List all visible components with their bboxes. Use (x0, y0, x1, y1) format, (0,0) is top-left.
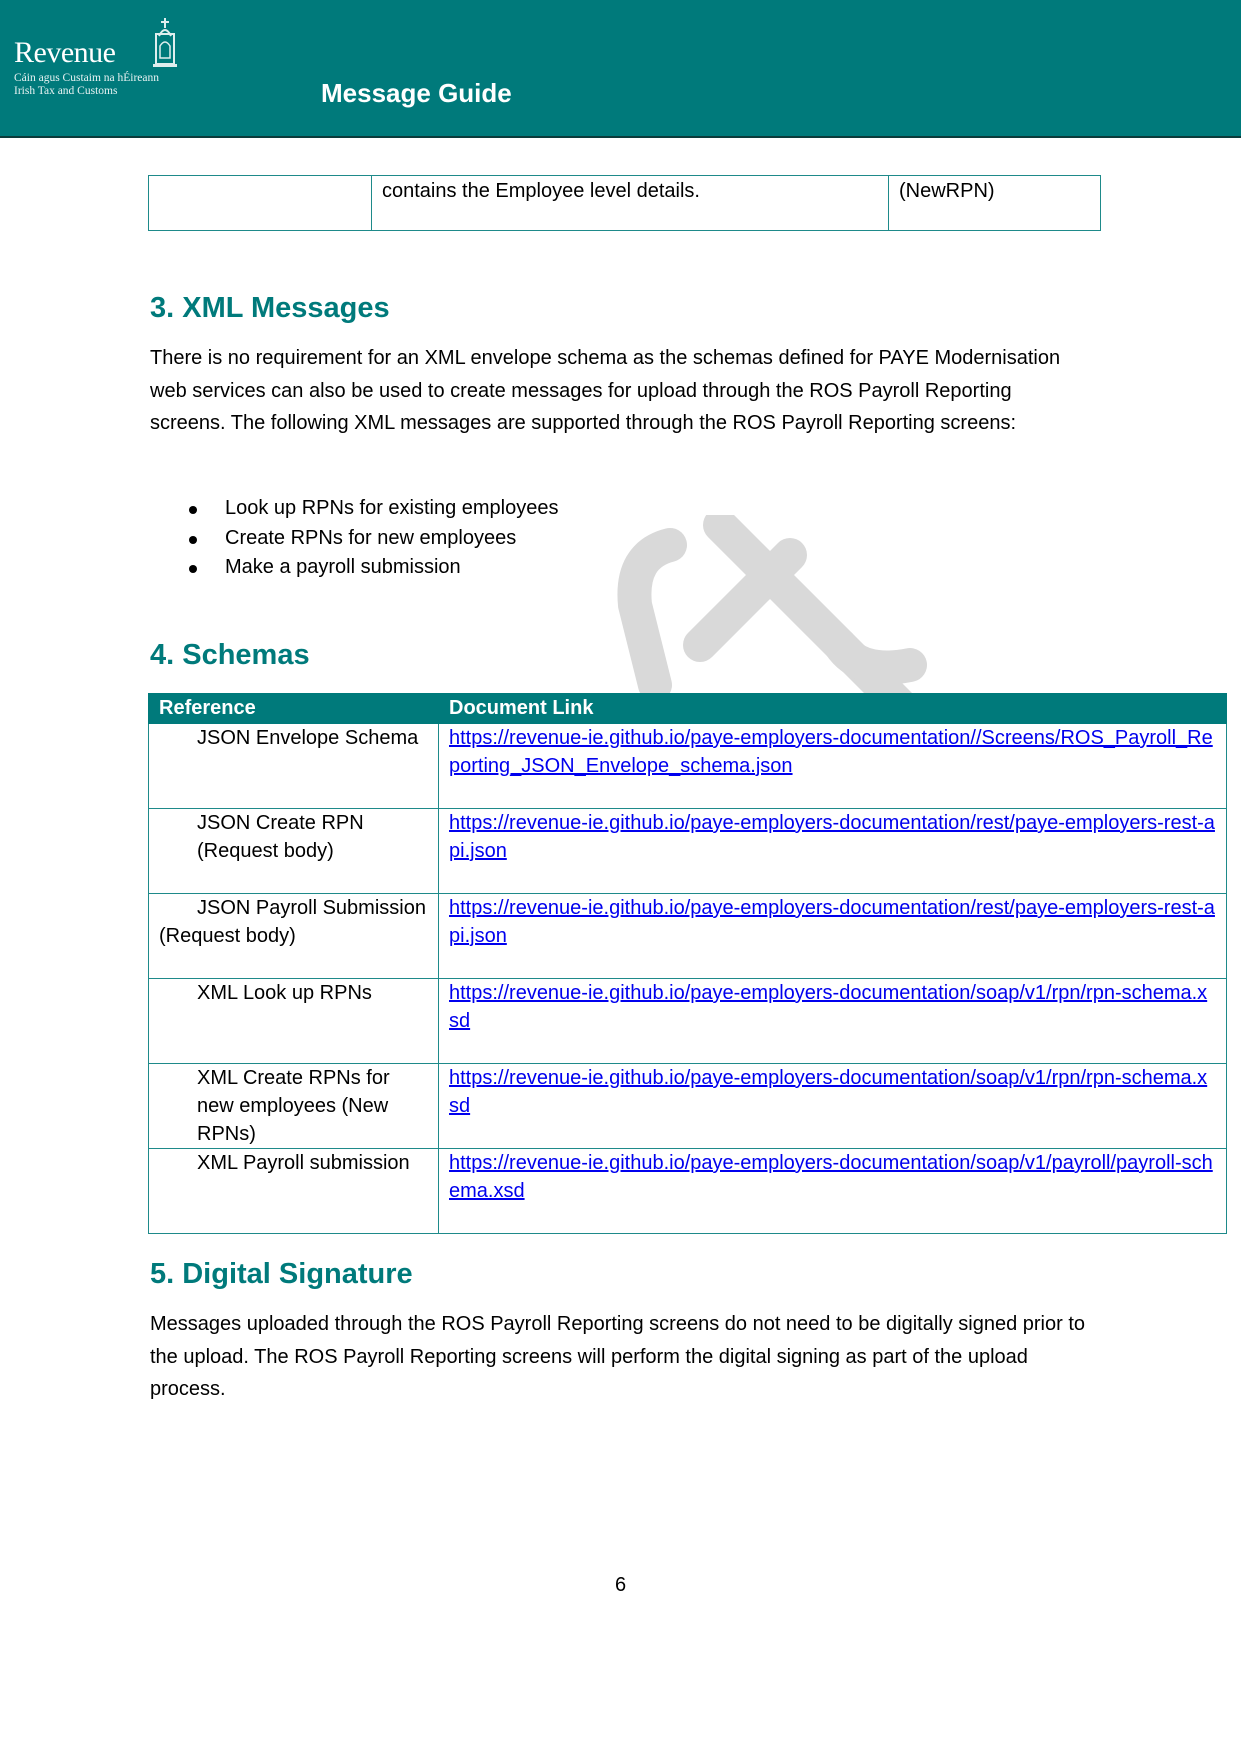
bullet-icon (189, 565, 197, 573)
reference-text: XML Create RPNs for new employees (New RPNs) (197, 1067, 390, 1145)
reference-cell (149, 1149, 439, 1234)
column-header-reference: Reference (149, 694, 439, 724)
table-cell: contains the Employee level details. (372, 176, 889, 231)
schema-link[interactable]: https://revenue-ie.github.io/paye-employers-documentation/soap/v1/payroll/payroll-schema.xsd (449, 1152, 1213, 1202)
table-cell: (NewRPN) (889, 176, 1101, 231)
table-row (149, 1149, 1227, 1234)
page-header (0, 0, 1241, 138)
reference-cell (149, 809, 439, 894)
schema-link[interactable]: https://revenue-ie.github.io/paye-employers-documentation/rest/paye-employers-rest-api.json (449, 812, 1215, 862)
reference-cell (149, 894, 439, 979)
link-cell (439, 1149, 1227, 1234)
link-cell (439, 894, 1227, 979)
watermark-icon (610, 515, 990, 695)
table-row (149, 1064, 1227, 1149)
reference-text: JSON Create RPN (Request body) (197, 812, 364, 862)
reference-cell (149, 724, 439, 809)
column-header-document-link: Document Link (439, 694, 1227, 724)
page-number: 6 (614, 1574, 627, 1596)
table-row (149, 894, 1227, 979)
document-title: Message Guide (321, 78, 512, 108)
list-item (185, 494, 559, 524)
logo-subtitle-irish: Cáin agus Custaim na hÉireann (14, 72, 159, 84)
link-cell (439, 724, 1227, 809)
logo-subtitle-english: Irish Tax and Customs (14, 85, 118, 97)
reference-cell (149, 1064, 439, 1149)
xml-messages-list (185, 494, 559, 583)
schema-link[interactable]: https://revenue-ie.github.io/paye-employers-documentation/soap/v1/rpn/rpn-schema.xsd (449, 1067, 1208, 1117)
list-item-text: Make a payroll submission (225, 556, 461, 578)
list-item (185, 524, 559, 554)
reference-text: XML Look up RPNs (197, 982, 372, 1004)
table-cell (149, 176, 372, 231)
table-row (149, 809, 1227, 894)
bullet-icon (189, 506, 197, 514)
harp-icon (150, 14, 180, 69)
section-heading-schemas: 4. Schemas (150, 639, 310, 671)
schema-link[interactable]: https://revenue-ie.github.io/paye-employers-documentation/soap/v1/rpn/rpn-schema.xsd (449, 982, 1208, 1032)
list-item-text: Create RPNs for new employees (225, 526, 517, 549)
table-row (149, 979, 1227, 1064)
schemas-table (148, 693, 1227, 1234)
link-cell (439, 809, 1227, 894)
reference-cell (149, 979, 439, 1064)
section-heading-digital-signature: 5. Digital Signature (150, 1258, 413, 1290)
table-header-row (149, 694, 1227, 724)
reference-text: XML Payroll submission (197, 1152, 410, 1174)
list-item-text: Look up RPNs for existing employees (225, 497, 559, 519)
bullet-icon (189, 536, 197, 544)
link-cell (439, 1064, 1227, 1149)
logo-wordmark: Revenue (14, 36, 116, 69)
revenue-logo (14, 14, 194, 104)
link-cell (439, 979, 1227, 1064)
schema-link[interactable]: https://revenue-ie.github.io/paye-employers-documentation/rest/paye-employers-rest-api.json (449, 897, 1215, 947)
list-item (185, 553, 559, 583)
reference-text: JSON Envelope Schema (197, 727, 419, 749)
digital-signature-paragraph: Messages uploaded through the ROS Payroll Reporting screens do not need to be digitally signed prior to the upload. The ROS Payroll Reporting screens will perform the digital signing as part of the upload process. (150, 1313, 1086, 1400)
schema-link[interactable]: https://revenue-ie.github.io/paye-employers-documentation//Screens/ROS_Payroll_Reporting_JSON_Envelope_schema.json (449, 727, 1213, 777)
continuation-table (148, 175, 1101, 231)
table-row (149, 724, 1227, 809)
reference-text: JSON Payroll Submission (Request body) (159, 897, 426, 947)
table-row (149, 176, 1101, 231)
section-heading-xml-messages: 3. XML Messages (150, 292, 390, 324)
xml-messages-paragraph: There is no requirement for an XML envelope schema as the schemas defined for PAYE Modernisation web services can also be used to create messages for upload through the ROS Payroll Reporting screens. The following XML messages are supported through the ROS Payroll Reporting screens: (150, 347, 1061, 434)
